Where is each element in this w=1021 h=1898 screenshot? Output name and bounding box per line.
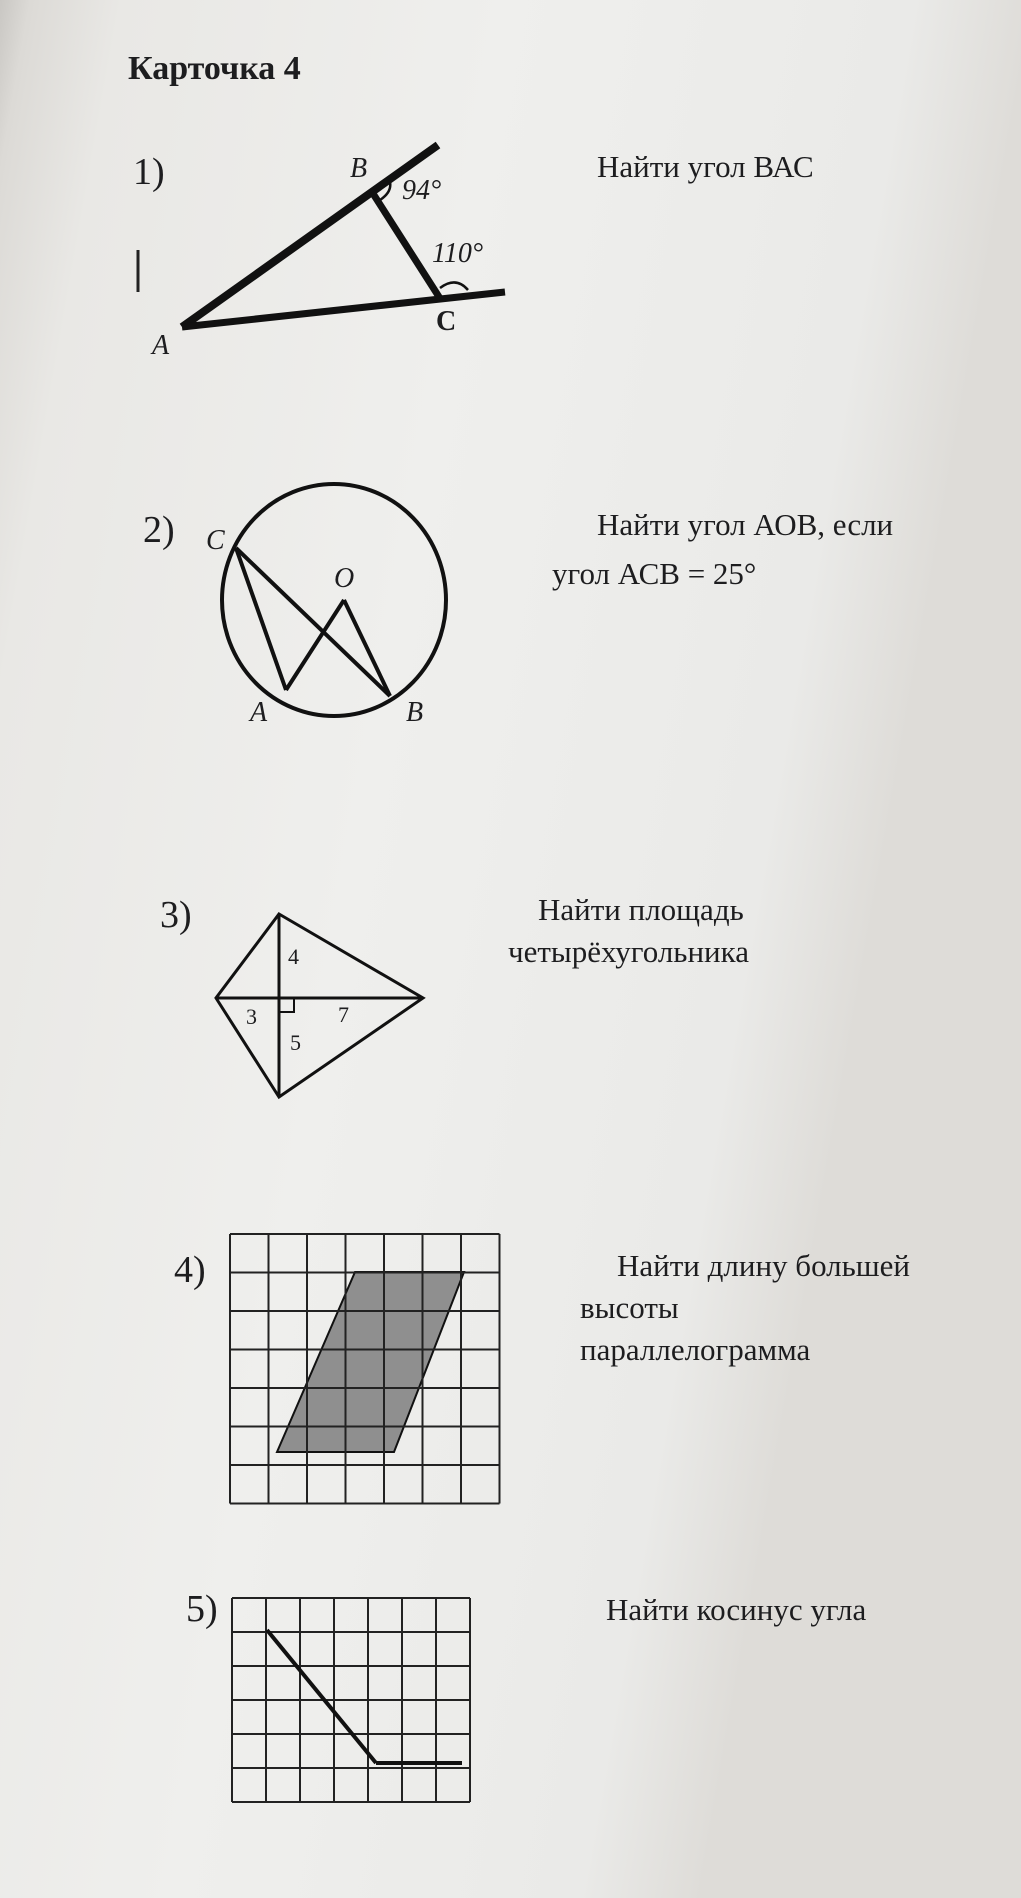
problem-2-label-c: C [206, 525, 225, 556]
problem-1-task: Найти угол ВАС [597, 149, 814, 184]
problem-2-label-a: A [250, 697, 268, 728]
problem-1-number: 1) [133, 151, 165, 193]
problem-3-task-line2: четырёхугольника [508, 934, 749, 969]
problem-2-label-o: O [334, 563, 355, 594]
problem-4-task-line2: высоты [580, 1290, 679, 1325]
problem-2-task-line2: угол АСВ = 25° [552, 556, 757, 591]
slanted-segment [267, 1630, 376, 1763]
problem-4-task-line3: параллелограмма [580, 1332, 811, 1367]
problem-5-number: 5) [186, 1588, 218, 1630]
card-title: Карточка 4 [128, 50, 301, 87]
problem-3-number: 3) [160, 894, 192, 936]
grid [232, 1598, 470, 1802]
problem-4-task-line1: Найти длину большей [617, 1248, 910, 1283]
problem-3-label-left: 3 [246, 1004, 257, 1029]
problem-2-task-line1: Найти угол АОВ, если [597, 507, 894, 542]
problem-1-label-c: C [436, 306, 457, 337]
problem-2-number: 2) [143, 509, 175, 551]
problem-1-label-b: B [350, 153, 368, 184]
problem-1-angle-b: 94° [402, 175, 442, 206]
problem-4-number: 4) [174, 1249, 206, 1291]
problem-3-label-right: 7 [338, 1002, 349, 1027]
problem-1-angle-c: 110° [432, 238, 484, 269]
problem-3-task-line1: Найти площадь [538, 892, 744, 927]
problem-3-label-bottom: 5 [290, 1030, 301, 1055]
problem-3-label-top: 4 [288, 944, 299, 969]
problem-1-label-a: A [152, 330, 170, 361]
problem-5-task: Найти косинус угла [606, 1592, 867, 1627]
problem-2-label-b: B [406, 697, 424, 728]
